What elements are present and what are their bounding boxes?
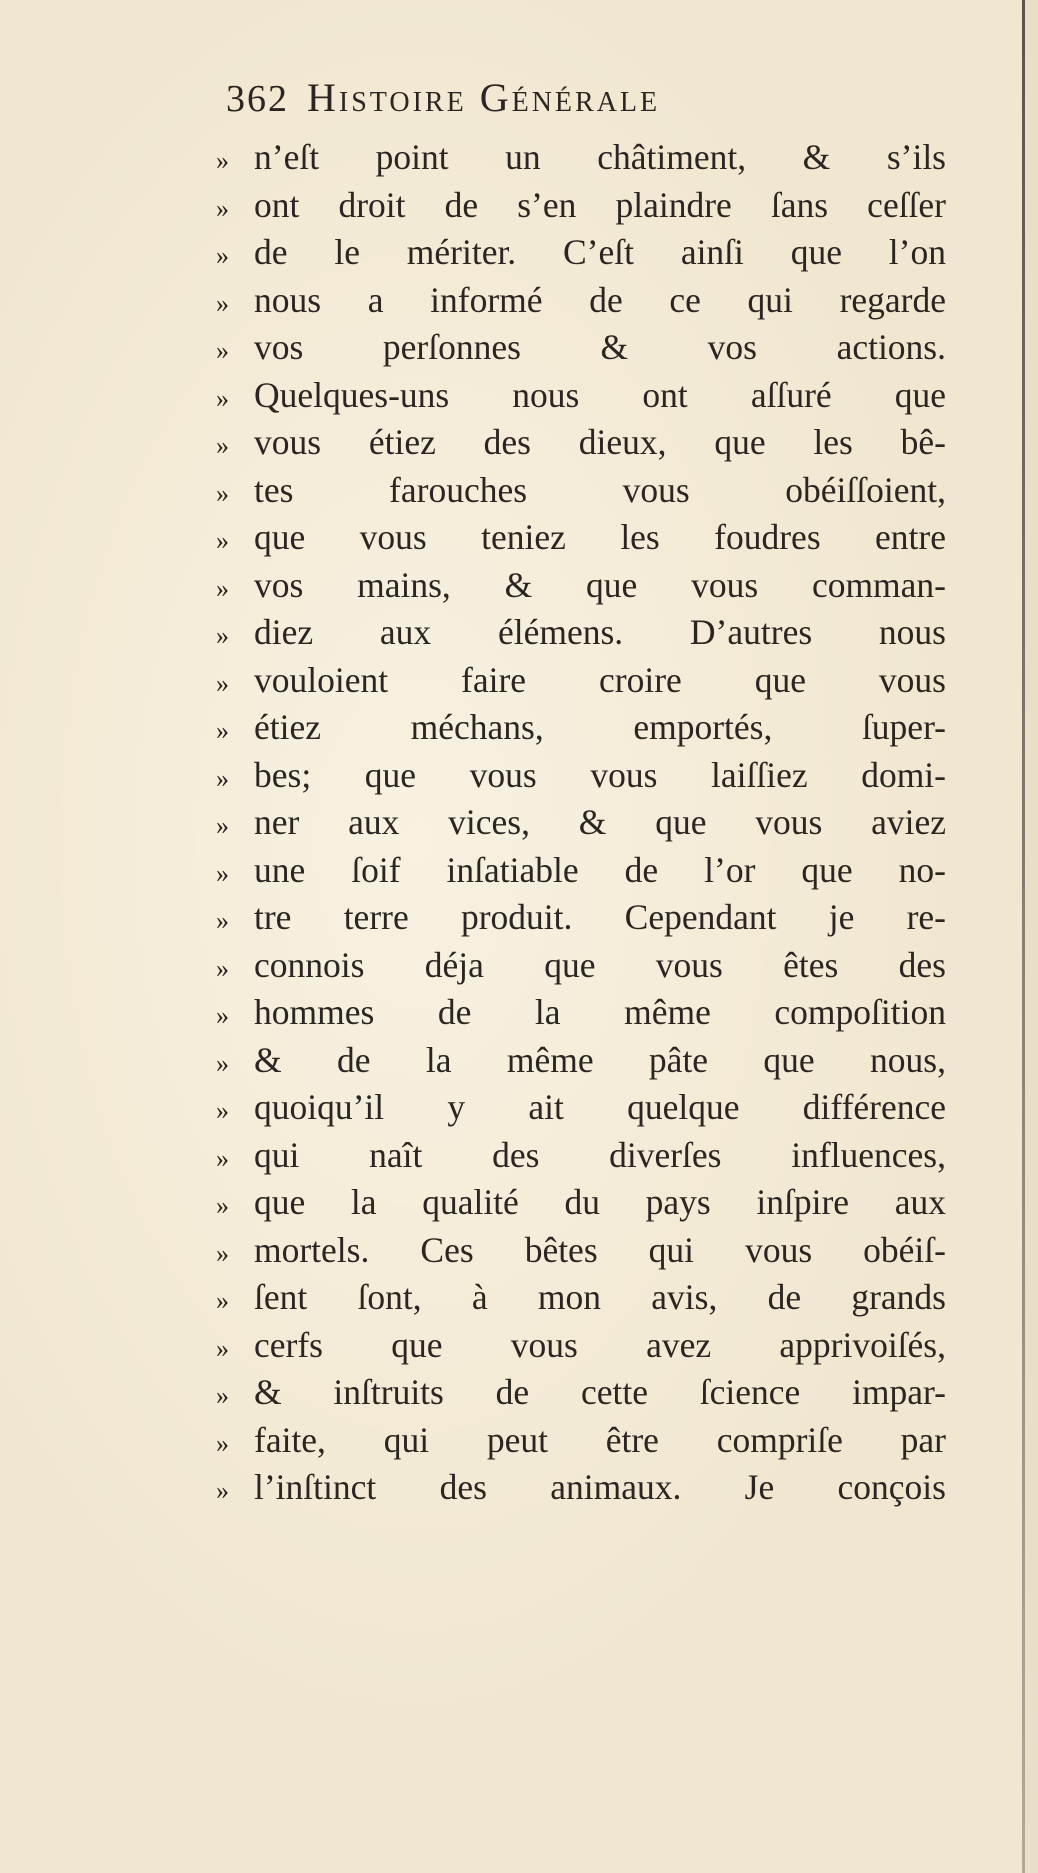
quote-mark: »	[216, 288, 229, 318]
text-line	[216, 1417, 946, 1465]
line-text: vous étiez des dieux, que les bê-	[254, 422, 946, 462]
quote-mark: »	[216, 1381, 229, 1410]
text-line	[216, 1037, 946, 1085]
text-line	[216, 514, 946, 562]
quote-mark: »	[216, 953, 229, 983]
line-text: l’inſtinct des animaux. Je conçois	[254, 1467, 946, 1507]
line-text: ſent ſont, à mon avis, de grands	[254, 1277, 946, 1317]
quote-mark: »	[216, 811, 229, 840]
line-text: cerfs que vous avez apprivoiſés,	[254, 1324, 946, 1365]
line-text: tes farouches vous obéiſſoient,	[254, 469, 946, 510]
line-text: mortels. Ces bêtes qui vous obéiſ-	[254, 1229, 946, 1270]
quote-mark: »	[216, 621, 229, 650]
running-header	[226, 74, 946, 128]
text-line	[216, 942, 946, 990]
text-line	[216, 1322, 946, 1370]
quote-mark: »	[216, 1096, 229, 1125]
line-text: & de la même pâte que nous,	[254, 1039, 946, 1080]
text-line	[216, 1084, 946, 1132]
running-title: Histoire Générale	[307, 75, 661, 120]
text-line	[216, 1179, 946, 1227]
text-line	[216, 1464, 946, 1512]
line-text: & inſtruits de cette ſcience impar-	[254, 1372, 946, 1412]
quote-mark: »	[216, 383, 229, 413]
quote-mark: »	[216, 668, 229, 698]
quote-mark: »	[216, 858, 229, 888]
quote-mark: »	[216, 193, 229, 223]
body-text	[216, 134, 946, 1554]
line-text: n’eſt point un châtiment, & s’ils	[254, 137, 946, 177]
line-text: vos mains, & que vous comman-	[254, 564, 946, 605]
quote-mark: »	[216, 716, 229, 745]
line-text: quoiqu’il y ait quelque différence	[254, 1087, 946, 1127]
line-text: diez aux élémens. D’autres nous	[254, 612, 946, 652]
quote-mark: »	[216, 336, 229, 365]
line-text: ont droit de s’en plaindre ſans ceſſer	[254, 184, 946, 225]
quote-mark: »	[216, 241, 229, 270]
text-line	[216, 799, 946, 847]
line-text: hommes de la même compoſition	[254, 992, 946, 1032]
line-text: connois déja que vous êtes des	[254, 944, 946, 985]
quote-mark: »	[216, 431, 229, 460]
quote-mark: »	[216, 1428, 229, 1458]
line-text: une ſoif inſatiable de l’or que no-	[254, 849, 946, 890]
line-text: qui naît des diverſes influences,	[254, 1134, 946, 1175]
text-line	[216, 562, 946, 610]
quote-mark: »	[216, 906, 229, 935]
quote-mark: »	[216, 478, 229, 508]
text-line	[216, 989, 946, 1037]
quote-mark: »	[216, 1001, 229, 1030]
quote-mark: »	[216, 1048, 229, 1078]
quote-mark: »	[216, 1143, 229, 1173]
line-text: que la qualité du pays inſpire aux	[254, 1182, 946, 1222]
quote-mark: »	[216, 146, 229, 175]
text-line	[216, 1274, 946, 1322]
quote-mark: »	[216, 763, 229, 793]
line-text: que vous teniez les foudres entre	[254, 517, 946, 557]
text-line	[216, 467, 946, 515]
line-text: étiez méchans, emportés, ſuper-	[254, 707, 946, 747]
text-line	[216, 1369, 946, 1417]
text-line	[216, 134, 946, 182]
text-line	[216, 229, 946, 277]
page-gutter-shade	[1025, 0, 1038, 1873]
text-line	[216, 372, 946, 420]
text-line	[216, 324, 946, 372]
text-line	[216, 182, 946, 230]
line-text: nous a informé de ce qui regarde	[254, 279, 946, 320]
quote-mark: »	[216, 1333, 229, 1363]
text-line	[216, 657, 946, 705]
text-line	[216, 894, 946, 942]
line-text: tre terre produit. Cependant je re-	[254, 897, 946, 937]
quote-mark: »	[216, 573, 229, 603]
text-line	[216, 609, 946, 657]
page-number: 362	[226, 78, 289, 120]
line-text: vouloient faire croire que vous	[254, 659, 946, 700]
line-text: ner aux vices, & que vous aviez	[254, 802, 946, 842]
quote-mark: »	[216, 1191, 229, 1220]
text-line	[216, 419, 946, 467]
line-text: vos perſonnes & vos actions.	[254, 327, 946, 367]
text-line	[216, 1227, 946, 1275]
text-line	[216, 704, 946, 752]
line-text: Quelques-uns nous ont aſſuré que	[254, 374, 946, 415]
quote-mark: »	[216, 1238, 229, 1268]
quote-mark: »	[216, 1476, 229, 1505]
line-text: bes; que vous vous laiſſiez domi-	[254, 754, 946, 795]
text-line	[216, 847, 946, 895]
quote-mark: »	[216, 526, 229, 555]
text-line	[216, 752, 946, 800]
text-line	[216, 1132, 946, 1180]
line-text: de le mériter. C’eſt ainſi que l’on	[254, 232, 946, 272]
line-text: faite, qui peut être compriſe par	[254, 1419, 946, 1460]
quote-mark: »	[216, 1286, 229, 1315]
text-line	[216, 277, 946, 325]
